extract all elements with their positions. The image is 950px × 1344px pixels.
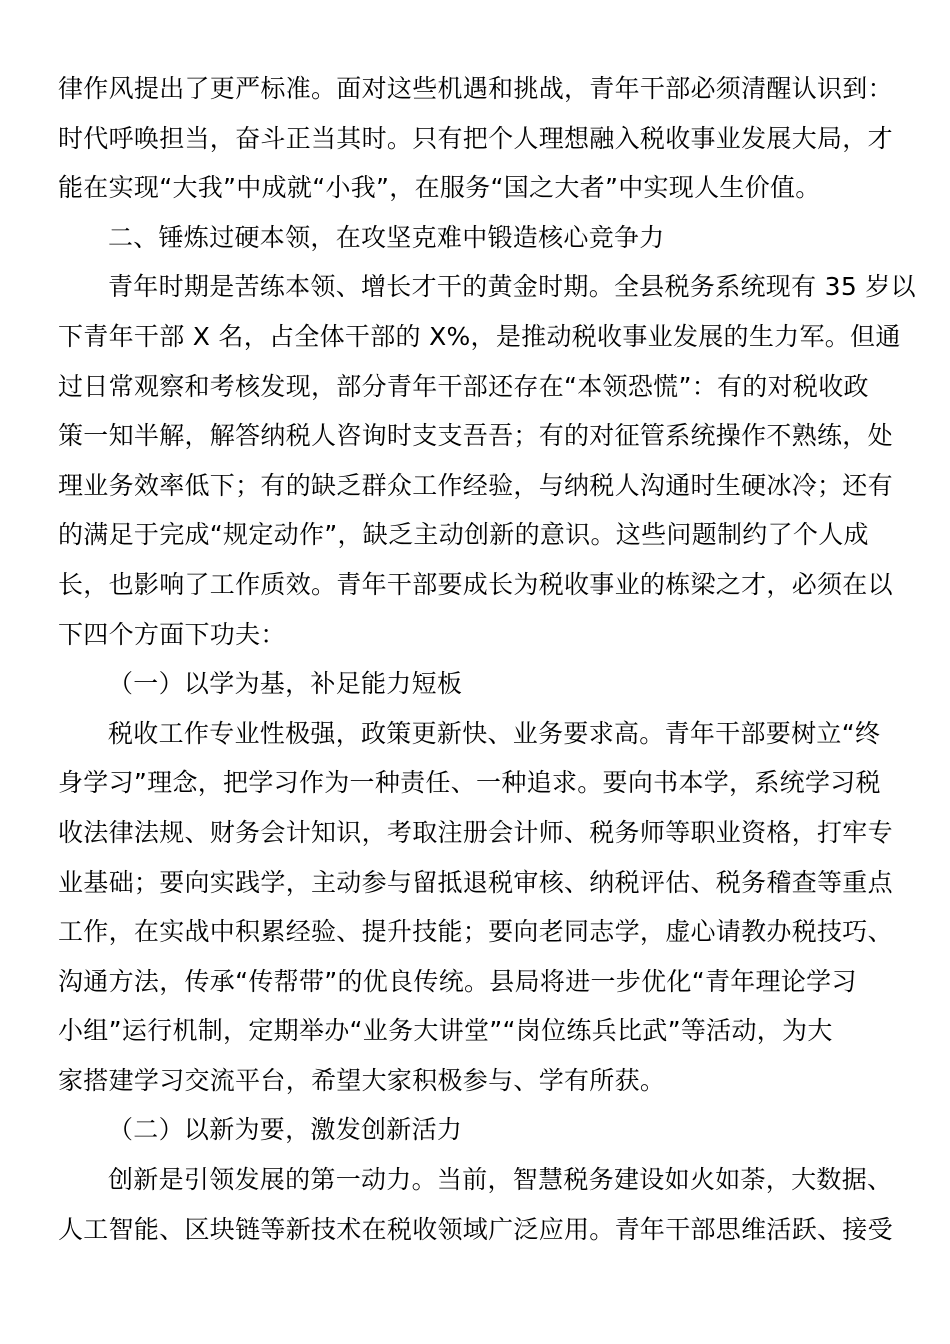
text-line: 理业务效率低下；有的缺乏群众工作经验，与纳税人沟通时生硬冰冷；还有 bbox=[58, 470, 893, 500]
text-line: 过日常观察和考核发现，部分青年干部还存在“本领恐慌”：有的对税收政 bbox=[58, 371, 869, 401]
paragraph-first-line: 创新是引领发展的第一动力。当前，智慧税务建设如火如荼，大数据、 bbox=[108, 1165, 893, 1195]
text-line: 下青年干部 X 名，占全体干部的 X%，是推动税收事业发展的生力军。但通 bbox=[58, 321, 901, 351]
text-line: 律作风提出了更严标准。面对这些机遇和挑战，青年干部必须清醒认识到： bbox=[58, 74, 893, 103]
section-heading: 二、锤炼过硬本领，在攻坚克难中锻造核心竞争力 bbox=[108, 222, 665, 252]
text-line: 小组”运行机制，定期举办“业务大讲堂”“岗位练兵比武”等活动，为大 bbox=[58, 1016, 833, 1046]
text-line: 收法律法规、财务会计知识，考取注册会计师、税务师等职业资格，打牢专 bbox=[58, 817, 893, 847]
text-line: 时代呼唤担当，奋斗正当其时。只有把个人理想融入税收事业发展大局，才 bbox=[58, 123, 893, 153]
text-line: 下四个方面下功夫： bbox=[58, 619, 286, 649]
text-line: 沟通方法，传承“传帮带”的优良传统。县局将进一步优化“青年理论学习 bbox=[58, 966, 857, 996]
text-line: 能在实现“大我”中成就“小我”，在服务“国之大者”中实现人生价值。 bbox=[58, 173, 821, 203]
text-line: 身学习”理念，把学习作为一种责任、一种追求。要向书本学，系统学习税 bbox=[58, 768, 881, 798]
text-line: 长，也影响了工作质效。青年干部要成长为税收事业的栋梁之才，必须在以 bbox=[58, 569, 893, 599]
text-line: 工作，在实战中积累经验、提升技能；要向老同志学，虚心请教办税技巧、 bbox=[58, 917, 893, 947]
subsection-heading: （二）以新为要，激发创新活力 bbox=[108, 1115, 463, 1145]
text-line: 人工智能、区块链等新技术在税收领域广泛应用。青年干部思维活跃、接受 bbox=[58, 1214, 893, 1244]
text-line: 的满足于完成“规定动作”，缺乏主动创新的意识。这些问题制约了个人成 bbox=[58, 520, 869, 550]
subsection-heading: （一）以学为基，补足能力短板 bbox=[108, 669, 463, 699]
text-line: 策一知半解，解答纳税人咨询时支支吾吾；有的对征管系统操作不熟练，处 bbox=[58, 421, 893, 451]
paragraph-first-line: 青年时期是苦练本领、增长才干的黄金时期。全县税务系统现有 35 岁以 bbox=[108, 272, 916, 302]
text-line: 业基础；要向实践学，主动参与留抵退税审核、纳税评估、税务稽查等重点 bbox=[58, 867, 893, 897]
paragraph-first-line: 税收工作专业性极强，政策更新快、业务要求高。青年干部要树立“终 bbox=[108, 718, 881, 748]
document-body bbox=[58, 64, 916, 1254]
text-line: 家搭建学习交流平台，希望大家积极参与、学有所获。 bbox=[58, 1065, 666, 1095]
